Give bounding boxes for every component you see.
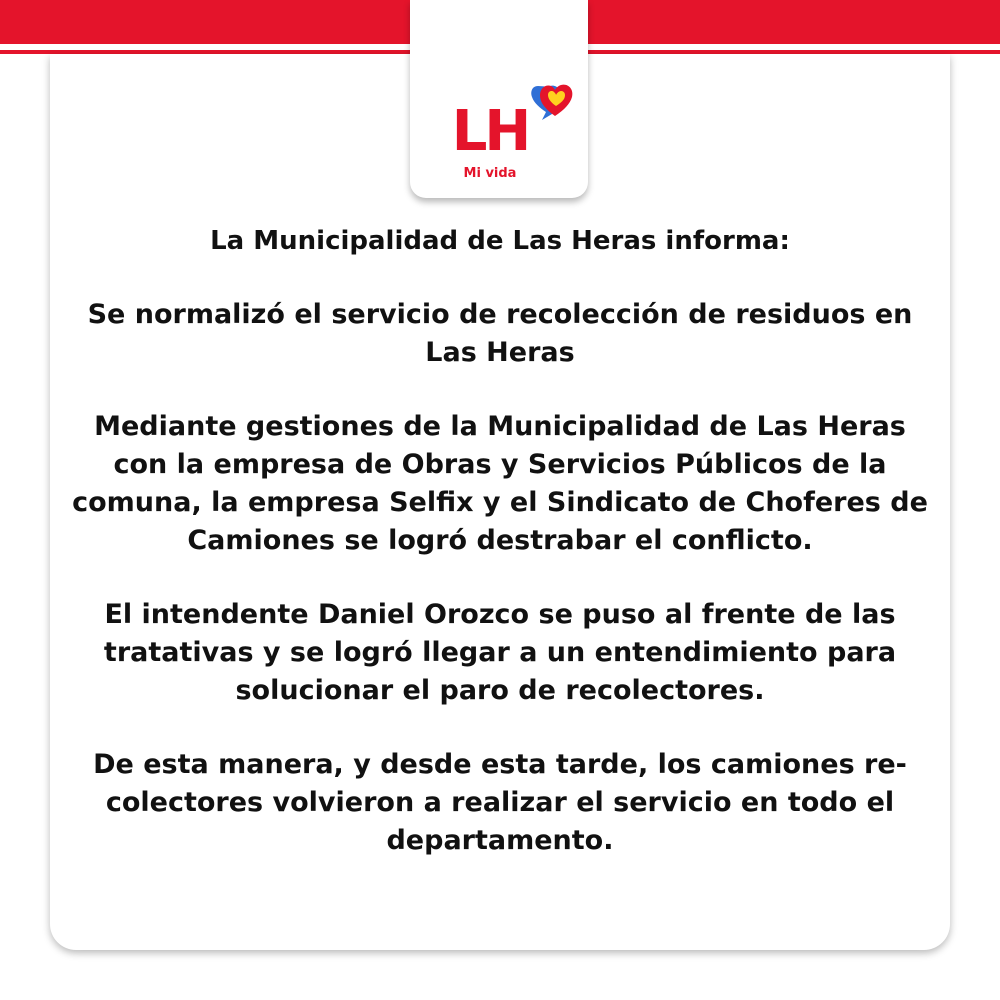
logo-tagline: Mi vida	[463, 166, 517, 181]
announcement-title: Se normalizó el servicio de recolección de residuos en Las Heras	[87, 299, 913, 368]
announcement-body	[70, 222, 930, 896]
announcement-paragraph: Mediante gestiones de la Municipalidad de Las Heras con la empresa de Obras y Servicios Públicos de la comuna, la empresa Selfix y el Sindicato de Choferes de Camiones se logró destrabar el conflicto.	[72, 411, 928, 556]
announcement-heading: La Municipalidad de Las Heras informa:	[210, 226, 790, 256]
announcement-paragraph: De esta manera, y desde esta tarde, los camiones re-colectores volvieron a realizar el servicio en todo el departamento.	[93, 749, 907, 856]
logo-letters: LH	[451, 99, 529, 164]
heart-speech-bubble-icon	[528, 80, 578, 122]
announcement-paragraph: El intendente Daniel Orozco se puso al frente de las tratativas y se logró llegar a un entendimiento para solucionar el paro de recolectores.	[103, 599, 897, 706]
